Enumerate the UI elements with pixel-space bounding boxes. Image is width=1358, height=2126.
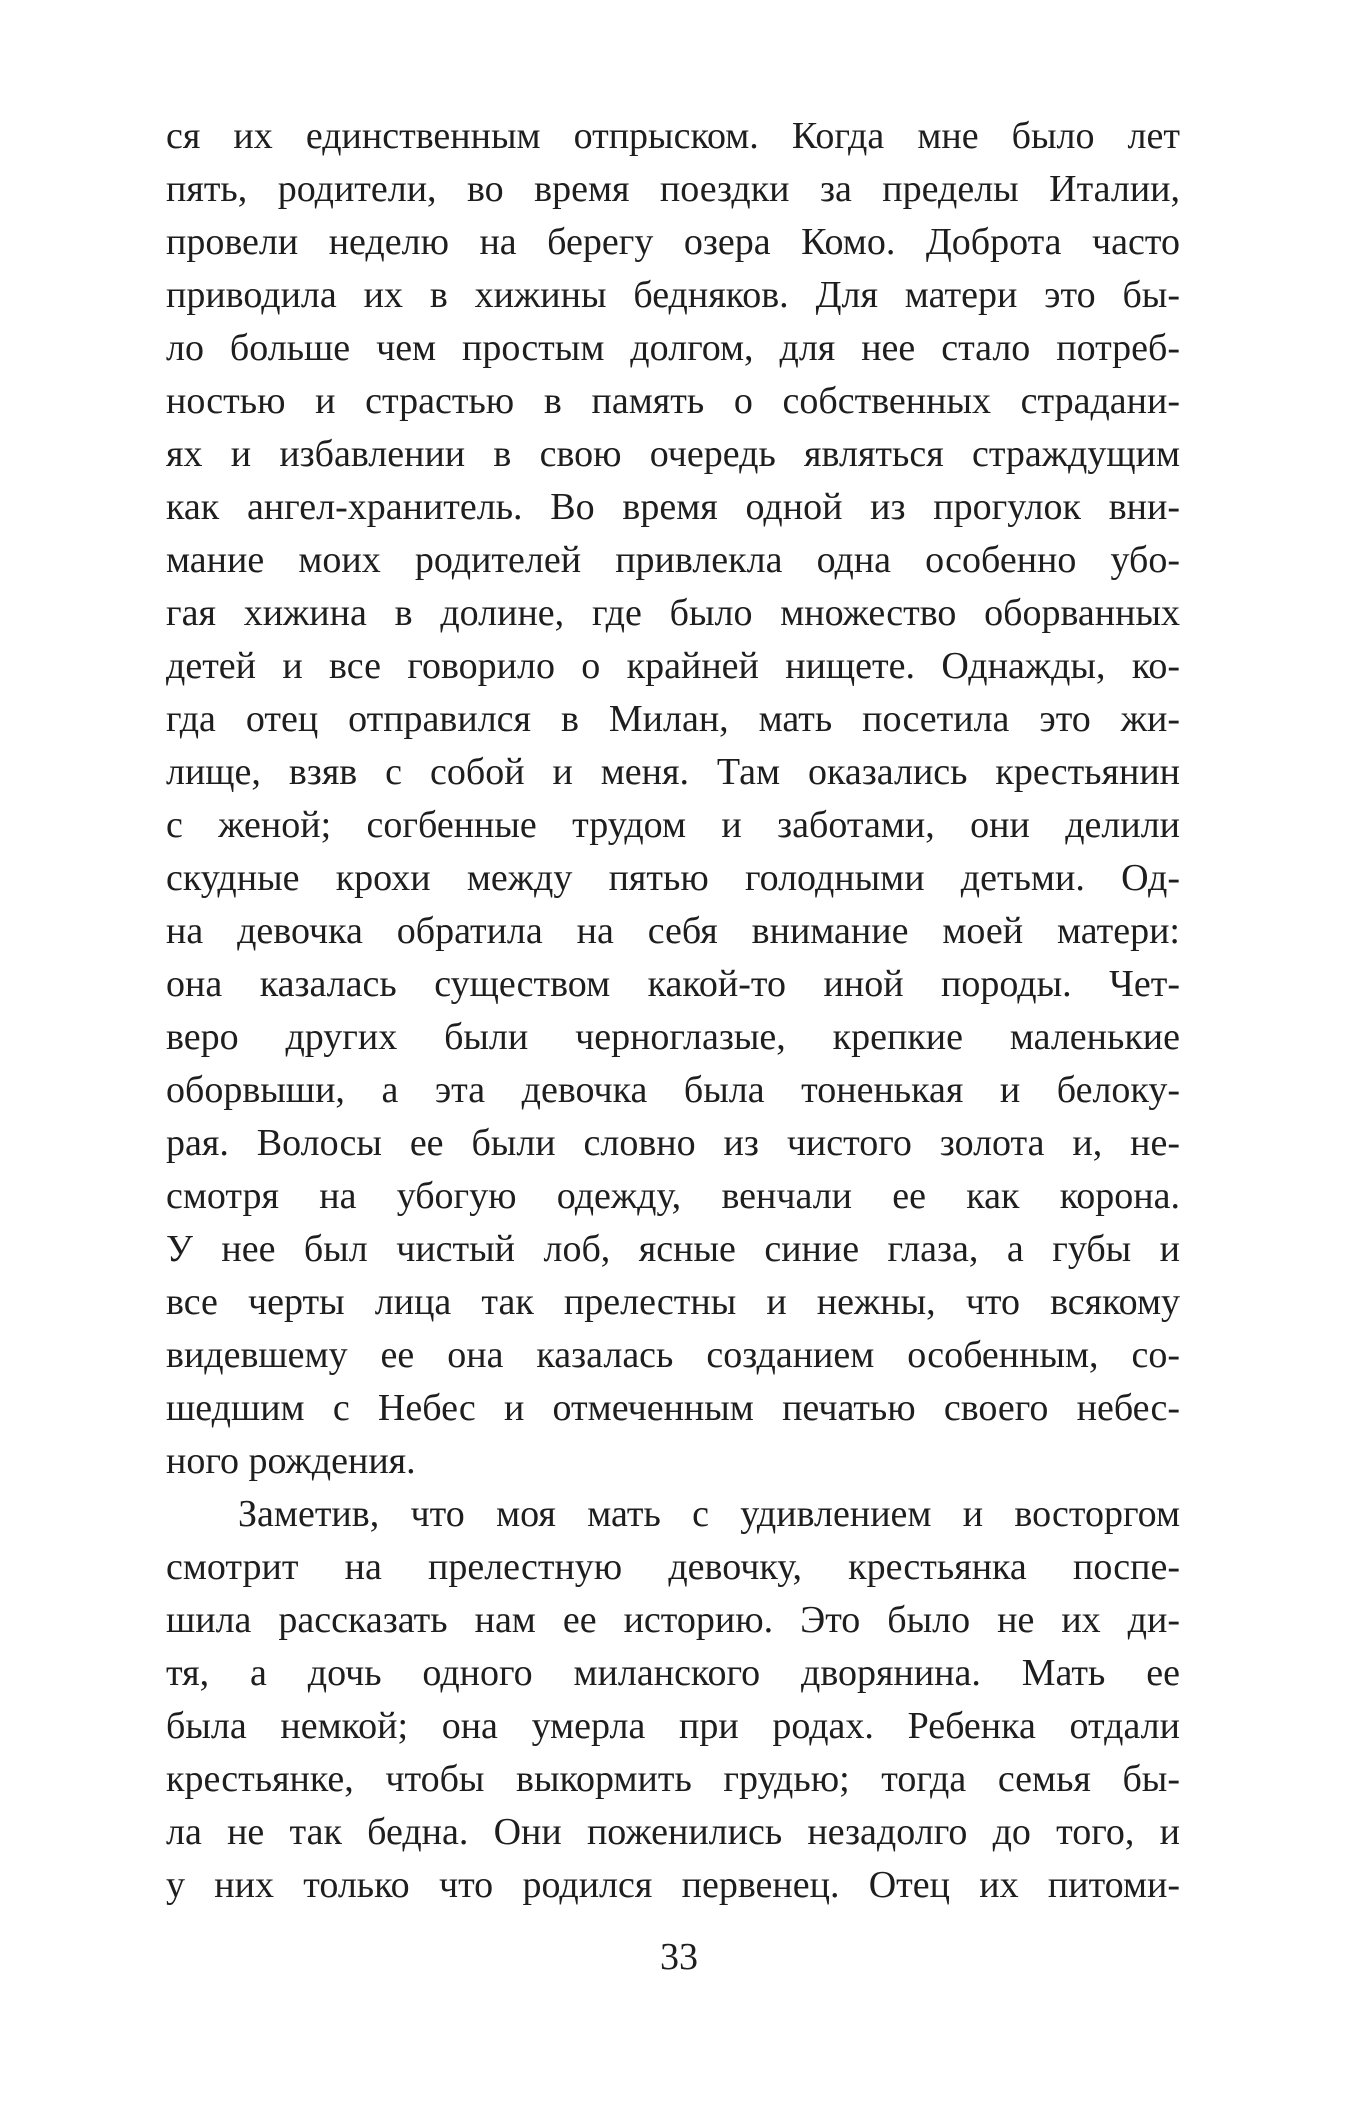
text-line: детей и все говорило о крайней нищете. Однажды, ко- <box>166 645 1180 687</box>
text-line: шила рассказать нам ее историю. Это было не их ди- <box>166 1599 1180 1641</box>
text-line: рая. Волосы ее были словно из чистого золота и, не- <box>166 1122 1180 1164</box>
paragraph <box>166 110 1180 1488</box>
text-line: скудные крохи между пятью голодными детьми. Од- <box>166 857 1180 899</box>
text-line: ло больше чем простым долгом, для нее стало потреб- <box>166 327 1180 369</box>
text-line: у них только что родился первенец. Отец их питоми- <box>166 1864 1180 1906</box>
text-line: приводила их в хижины бедняков. Для матери это бы- <box>166 274 1180 316</box>
text-line: шедшим с Небес и отмеченным печатью своего небес- <box>166 1387 1180 1429</box>
text-line: ся их единственным отпрыском. Когда мне было лет <box>166 115 1180 157</box>
text-line: на девочка обратила на себя внимание моей матери: <box>166 910 1180 952</box>
text-line: как ангел-хранитель. Во время одной из прогулок вни- <box>166 486 1180 528</box>
text-line: с женой; согбенные трудом и заботами, они делили <box>166 804 1180 846</box>
text-line: Заметив, что моя мать с удивлением и восторгом <box>238 1493 1180 1535</box>
text-line: смотря на убогую одежду, венчали ее как корона. <box>166 1175 1180 1217</box>
text-line: гая хижина в долине, где было множество оборванных <box>166 592 1180 634</box>
text-line: смотрит на прелестную девочку, крестьянка поспе- <box>166 1546 1180 1588</box>
text-line: была немкой; она умерла при родах. Ребенка отдали <box>166 1705 1180 1747</box>
text-line: лище, взяв с собой и меня. Там оказались крестьянин <box>166 751 1180 793</box>
body-text <box>166 110 1180 1912</box>
text-line: тя, а дочь одного миланского дворянина. Мать ее <box>166 1652 1180 1694</box>
text-line: У нее был чистый лоб, ясные синие глаза, а губы и <box>166 1228 1180 1270</box>
text-line: мание моих родителей привлекла одна особенно убо- <box>166 539 1180 581</box>
text-line: крестьянке, чтобы выкормить грудью; тогда семья бы- <box>166 1758 1180 1800</box>
text-line: она казалась существом какой-то иной породы. Чет- <box>166 963 1180 1005</box>
text-line: видевшему ее она казалась созданием особенным, со- <box>166 1334 1180 1376</box>
text-line: веро других были черноглазые, крепкие маленькие <box>166 1016 1180 1058</box>
text-line: провели неделю на берегу озера Комо. Доброта часто <box>166 221 1180 263</box>
text-line: все черты лица так прелестны и нежны, что всякому <box>166 1281 1180 1323</box>
text-line: ла не так бедна. Они поженились незадолго до того, и <box>166 1811 1180 1853</box>
text-line: гда отец отправился в Милан, мать посетила это жи- <box>166 698 1180 740</box>
text-line: ного рождения. <box>166 1440 416 1482</box>
page-number: 33 <box>660 1936 698 1978</box>
text-line: пять, родители, во время поездки за пределы Италии, <box>166 168 1180 210</box>
paragraph <box>166 1488 1180 1912</box>
text-line: ях и избавлении в свою очередь являться страждущим <box>166 433 1180 475</box>
text-line: ностью и страстью в память о собственных страдани- <box>166 380 1180 422</box>
text-line: оборвыши, а эта девочка была тоненькая и белоку- <box>166 1069 1180 1111</box>
